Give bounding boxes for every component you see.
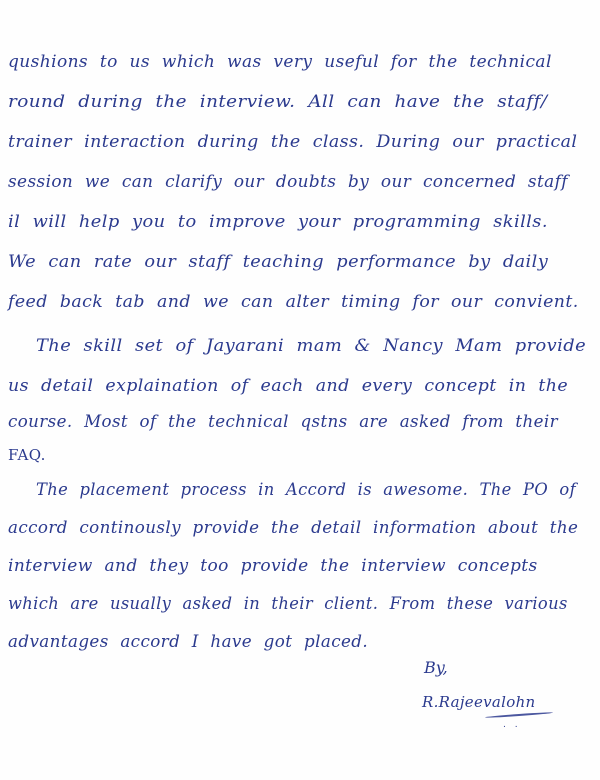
letter-line-8-paragraph-start: The skill set of Jayarani mam & Nancy Mam provide bbox=[36, 336, 587, 356]
letter-line-3: trainer interaction during the class. During our practical bbox=[8, 132, 578, 152]
letter-line-12-paragraph-start: The placement process in Accord is awesome. The PO of bbox=[36, 480, 577, 500]
letter-line-15: which are usually asked in their client. From these various bbox=[8, 594, 568, 614]
letter-line-11: FAQ. bbox=[8, 446, 46, 464]
letter-line-2: round during the interview. All can have the staff/ bbox=[8, 92, 548, 112]
letter-line-16: advantages accord I have got placed. bbox=[8, 632, 369, 652]
signature-underline bbox=[485, 712, 553, 719]
letter-line-10: course. Most of the technical qstns are asked from their bbox=[8, 412, 558, 432]
letter-line-14: interview and they too provide the interview concepts bbox=[8, 556, 538, 576]
letter-line-1: qushions to us which was very useful for the technical bbox=[8, 52, 552, 72]
signature-closing: By, bbox=[424, 658, 448, 677]
letter-line-7: feed back tab and we can alter timing for our convient. bbox=[8, 292, 579, 312]
letter-line-5: il will help you to improve your programming skills. bbox=[8, 212, 548, 232]
signature-name: R.Rajeevalohn bbox=[422, 693, 536, 711]
letter-line-13: accord continously provide the detail information about the bbox=[8, 518, 579, 538]
letter-line-4: session we can clarify our doubts by our concerned staff bbox=[8, 172, 568, 192]
letter-line-6: We can rate our staff teaching performance by daily bbox=[8, 252, 549, 272]
letter-line-9: us detail explaination of each and every concept in the bbox=[8, 376, 569, 396]
signature-dots: . . bbox=[503, 720, 521, 730]
